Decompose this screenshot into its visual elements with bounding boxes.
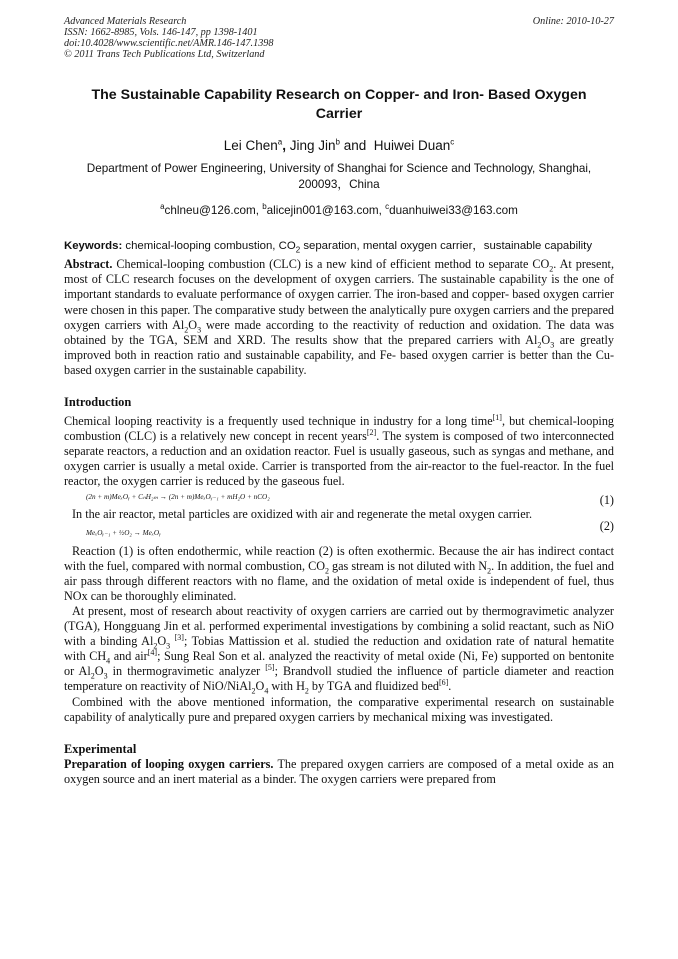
email-address[interactable]: alicejin001@163.com <box>266 204 379 217</box>
email-mark: a <box>160 202 165 212</box>
doi-line[interactable]: doi:10.4028/www.scientific.net/AMR.146-147.1398 <box>64 38 274 49</box>
author-name: Huiwei Duan <box>373 138 451 153</box>
equation-2-body: MeₓOᵧ₋₁ + ½O₂ → MeₓOᵧ <box>86 528 161 537</box>
experimental-paragraph-1: Preparation of looping oxygen carriers. The prepared oxygen carriers are composed of a metal oxide as an oxygen source and an inert material as a binder. The oxygen carriers were prepared from <box>64 756 614 786</box>
issn-line: ISSN: 1662-8985, Vols. 146-147, pp 1398-1401 <box>64 27 258 38</box>
email-address[interactable]: chlneu@126.com <box>164 204 256 217</box>
section-heading-experimental: Experimental <box>64 741 137 756</box>
email-mark: c <box>385 202 390 212</box>
copyright-line: © 2011 Trans Tech Publications Ltd, Switzerland <box>64 49 265 60</box>
section-heading-introduction: Introduction <box>64 395 132 410</box>
intro-paragraph-2: In the air reactor, metal particles are oxidized with air and regenerate the metal oxygen carrier. <box>72 506 533 521</box>
journal-header <box>64 16 614 60</box>
intro-paragraph-3: Reaction (1) is often endothermic, while reaction (2) is often exothermic. Because the air has indirect contact with the fuel, compared with normal combustion, $CO_2$ gas stream is not diluted with $N_2$. In addition, the fuel and air pass through different reactors with no flame, and the oxidation of metal oxide is independent of fuel, thus NOx can be thoroughly eliminated. <box>64 543 614 603</box>
online-date: Online: 2010-10-27 <box>532 16 614 27</box>
author-name: Lei Chen <box>223 138 278 153</box>
abstract: Abstract. Chemical-looping combustion (CLC) is a new kind of efficient method to separate $CO_2$. At present, most of CLC research focuses on the development of oxygen carriers. The sustainable capability is the one of important standards to evaluate performance of oxygen carrier. The iron-based and copper- based oxygen carrier were chosen in this paper. The comparative study between the analytically pure oxygen carriers and the prepared oxygen carriers with $Al_2O_3$ were made according to the reactivity of reduction and oxidation. The data was obtained by the TGA, SEM and XRD. The results show that the prepared carriers with $Al_2O_3$ are greatly improved both in reaction ratio and sustainable capability, and Fe- based oxygen carrier is better than the Cu- based oxygen carrier in the sustainable capability. <box>64 257 614 377</box>
author-mark: a <box>277 137 283 147</box>
equation-1 <box>64 490 614 505</box>
citation[interactable]: [6] <box>438 678 449 688</box>
affiliation: Department of Power Engineering, University of Shanghai for Science and Technology, Shanghai, 200093，China <box>86 162 592 191</box>
author-mark: c <box>450 137 455 147</box>
keywords-label: Keywords: <box>64 240 123 252</box>
intro-paragraph-4: At present, most of research about reactivity of oxygen carriers are carried out by thermogravimetic analyzer (TGA), Hongguang Jin et al. performed experimental investigations by combining a solid reactant, such as NiO with a binding $Al_2O_3$ [3]; Tobias Mattission et al. studied the reduction and oxidation rate of natural hematite with $CH_4$ and air[4]; Sung Real Son et al. analyzed the reactivity of metal oxide (Ni, Fe) supported on bentonite or $Al_2O_3$ in thermogravimetic analyzer [5]; Brandvoll studied the influence of particle diameter and reaction temperature on reactivity of NiO/$NiAl_2O_4$ with $H_2$ by TGA and fluidized bed[6]. <box>64 603 615 696</box>
subsection-label: Preparation of looping oxygen carriers. <box>64 756 274 771</box>
email-list: $^a$chlneu@126.com, $^b$alicejin001@163.com, $^c$duanhuiwei33@163.com <box>160 202 518 217</box>
email-mark: b <box>262 202 267 212</box>
citation[interactable]: [4] <box>147 648 158 658</box>
paper-page <box>64 16 614 787</box>
author-name: Jing Jin <box>289 138 336 153</box>
citation[interactable]: [5] <box>265 663 275 673</box>
author-mark: b <box>335 137 340 147</box>
author-list: Lei Chen$^a$, Jing Jin$^b$ and Huiwei Duan$^c$ <box>223 137 455 153</box>
equation-2-number: (2) <box>599 518 614 533</box>
journal-name: Advanced Materials Research <box>64 16 187 27</box>
paper-title: The Sustainable Capability Research on Copper- and Iron- Based Oxygen Carrier <box>91 87 587 122</box>
keywords: Keywords: chemical-looping combustion, $CO_2$ separation, mental oxygen carrier，sustainable capability <box>64 240 593 255</box>
intro-paragraph-5: Combined with the above mentioned information, the comparative experimental research on sustainable capability of analytically pure and prepared oxygen carriers by mechanical mixing was investigated. <box>64 694 614 724</box>
citation[interactable]: [2] <box>366 428 377 438</box>
citation[interactable]: [3] <box>174 633 184 643</box>
email-address[interactable]: duanhuiwei33@163.com <box>389 204 518 217</box>
intro-paragraph-1: Chemical looping reactivity is a frequently used technique in industry for a long time[1], but chemical-looping combustion (CLC) is a relatively new concept in recent years[2]. The system is composed of two interconnected separate reactors, a reduction and an oxidation reactor. Fuel is usually gaseous, such as syngas and methane, and oxygen carrier is usually a metal oxide. Carrier is transported from the air-reactor to the fuel-reactor. In the fuel reactor, the oxygen carrier is reduced by the gaseous fuel. <box>64 412 615 489</box>
equation-1-body: (2n + m)MeₓOᵧ + CₙH₂ₘ → (2n + m)MeₓOᵧ₋₁ + mH₂O + nCO₂ <box>86 492 270 501</box>
equation-1-number: (1) <box>599 492 614 507</box>
citation[interactable]: [1] <box>492 412 502 422</box>
equation-2 <box>64 518 614 544</box>
abstract-label: Abstract. <box>64 257 113 272</box>
